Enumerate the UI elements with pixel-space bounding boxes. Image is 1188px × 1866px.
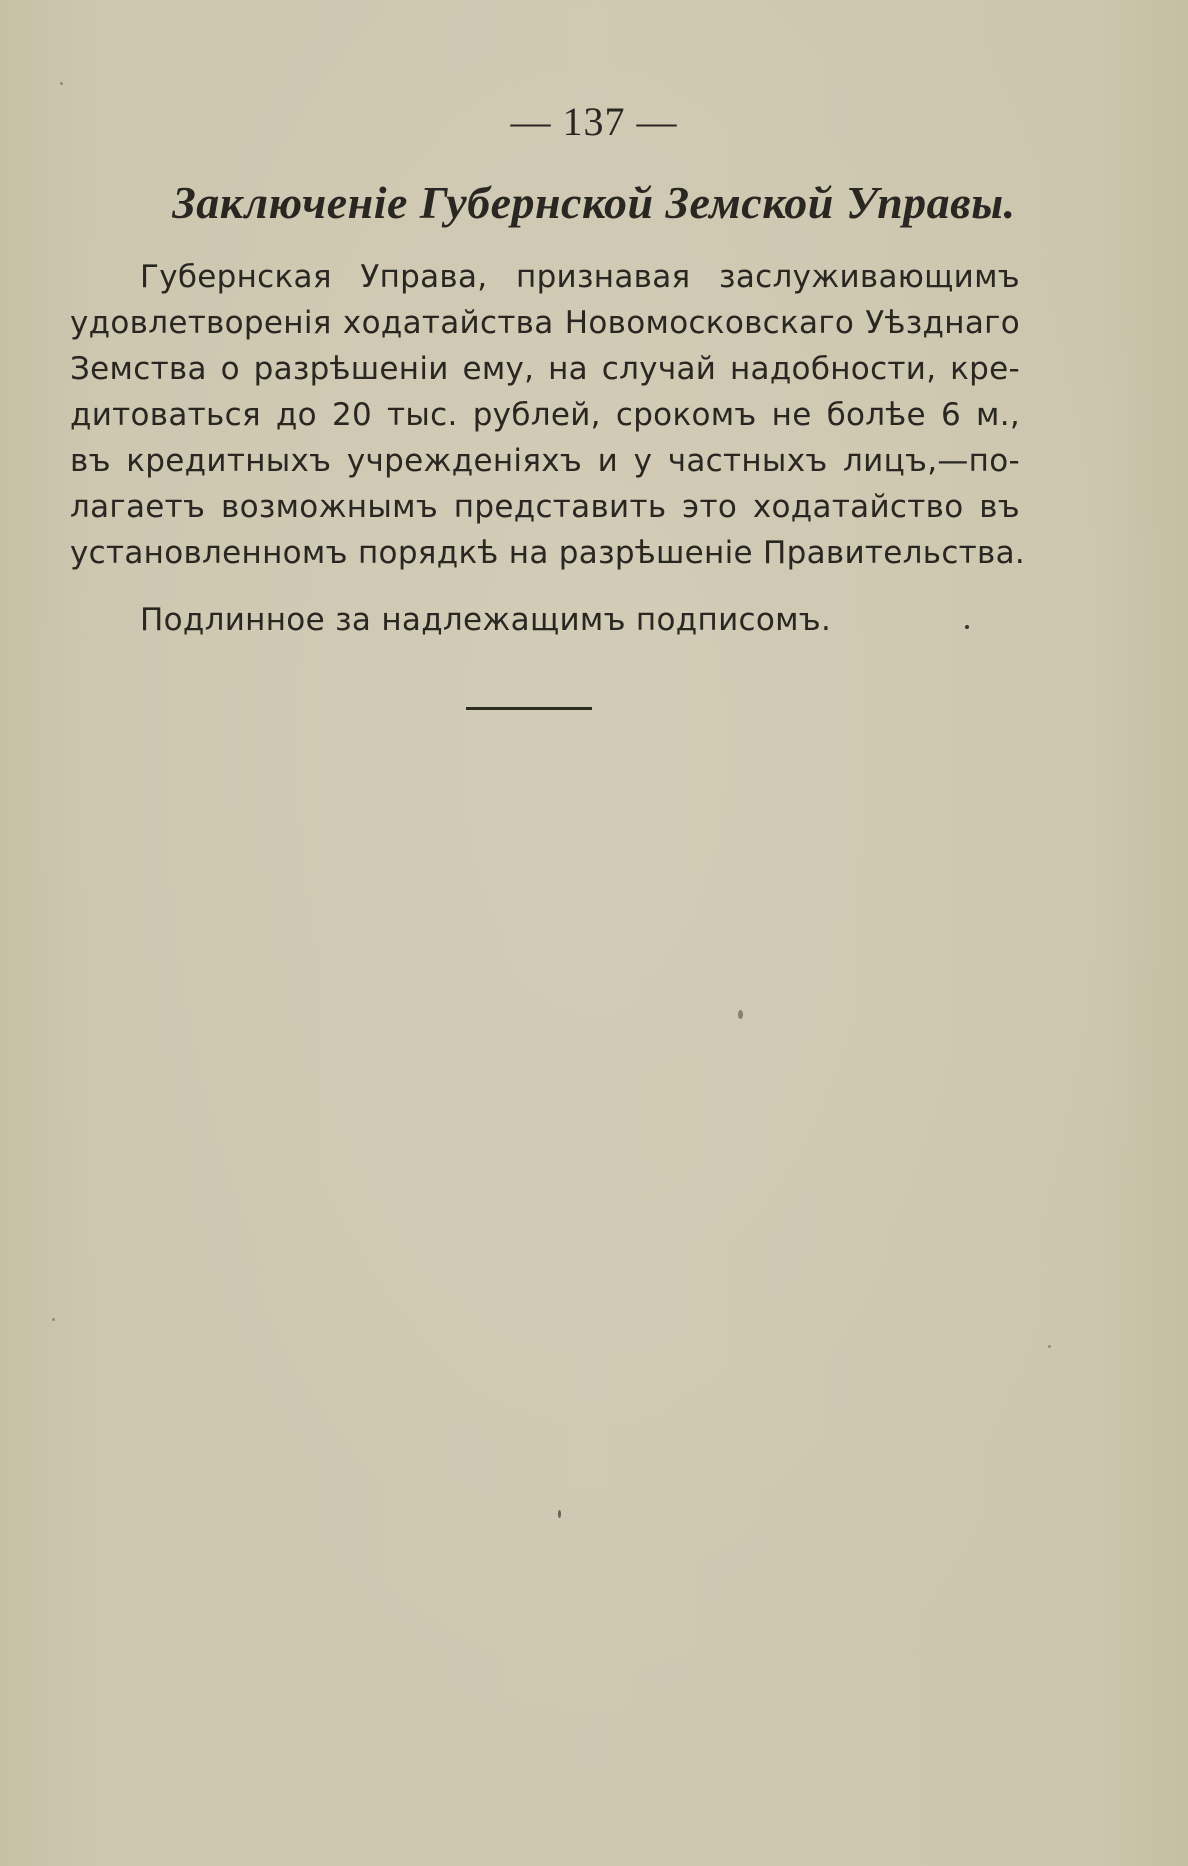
paragraph-line: лагаетъ возможнымъ представить это ходатайство въ xyxy=(70,489,1020,525)
ink-speck xyxy=(965,625,969,629)
paragraph-line: Губернская Управа, признавая заслуживающимъ xyxy=(140,259,1020,295)
ink-speck xyxy=(52,1318,55,1321)
ink-speck xyxy=(558,1510,561,1518)
paragraph-line: удовлетворенія ходатайства Новомосковскаго Уѣзднаго xyxy=(70,305,1020,341)
ink-speck xyxy=(1048,1345,1051,1348)
section-heading: Заключеніе Губернской Земской Управы. xyxy=(172,177,1016,228)
page-number: — 137 — xyxy=(510,99,678,144)
paragraph-line: дитоваться до 20 тыс. рублей, срокомъ не болѣе 6 м., xyxy=(70,397,1020,433)
ink-speck xyxy=(60,82,63,85)
horizontal-rule xyxy=(466,707,592,710)
paragraph-line: установленномъ порядкѣ на разрѣшеніе Правительства. xyxy=(70,535,1026,571)
paragraph-line: Земства о разрѣшеніи ему, на случай надобности, кре- xyxy=(70,351,1020,387)
closing-note: Подлинное за надлежащимъ подписомъ. xyxy=(140,602,832,638)
body-paragraph xyxy=(70,254,1026,576)
paragraph-line: въ кредитныхъ учрежденіяхъ и у частныхъ лицъ,—по- xyxy=(70,443,1020,479)
ink-speck xyxy=(738,1010,743,1019)
